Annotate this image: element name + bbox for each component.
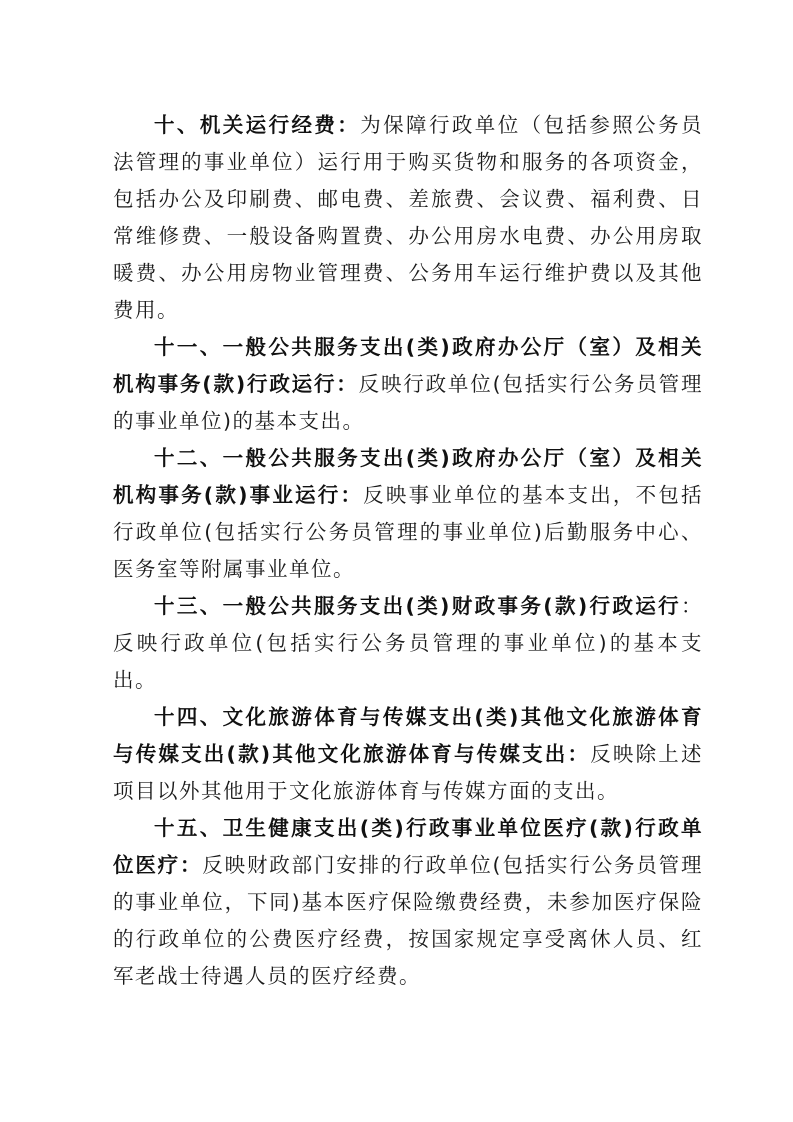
paragraph-heading: 十五、卫生健康支出(类)行政事业单位医疗(款)行政单位医疗： (113, 816, 703, 877)
paragraph-heading: 十二、一般公共服务支出(类)政府办公厅（室）及相关机构事务(款)事业运行： (113, 446, 703, 507)
paragraph-text: 为保障行政单位（包括参照公务员法管理的事业单位）运行用于购买货物和服务的各项资金，包括办公及印刷费、邮电费、差旅费、会议费、福利费、日常维修费、一般设备购置费、办公用房水电费、办公用房取暖费、办公用房物业管理费、公务用车运行维护费以及其他费用。 (113, 113, 704, 322)
paragraph-text: ：反映行政单位(包括实行公务员管理的事业单位)的基本支出。 (113, 594, 703, 692)
paragraph-12 (113, 440, 703, 588)
paragraph-text: 反映事业单位的基本支出，不包括行政单位(包括实行公务员管理的事业单位)后勤服务中心、医务室等附属事业单位。 (113, 483, 703, 581)
paragraph-11 (113, 329, 703, 440)
paragraph-heading: 十、机关运行经费： (154, 113, 361, 137)
paragraph-text: 反映财政部门安排的行政单位(包括实行公务员管理的事业单位，下同)基本医疗保险缴费经费，未参加医疗保险的行政单位的公费医疗经费，按国家规定享受离休人员、红军老战士待遇人员的医疗经费。 (113, 853, 704, 988)
paragraph-13 (113, 588, 703, 699)
paragraph-10 (113, 107, 703, 329)
paragraph-text: 反映除上述项目以外其他用于文化旅游体育与传媒方面的支出。 (113, 742, 703, 803)
paragraph-14 (113, 699, 703, 810)
paragraph-15 (113, 810, 703, 995)
paragraph-heading: 十四、文化旅游体育与传媒支出(类)其他文化旅游体育与传媒支出(款)其他文化旅游体育与传媒支出： (113, 705, 703, 766)
paragraph-heading: 十三、一般公共服务支出(类)财政事务(款)行政运行 (154, 594, 681, 618)
paragraph-heading: 十一、一般公共服务支出(类)政府办公厅（室）及相关机构事务(款)行政运行： (113, 335, 703, 396)
document-body (113, 107, 703, 995)
paragraph-text: 反映行政单位(包括实行公务员管理的事业单位)的基本支出。 (113, 372, 703, 433)
